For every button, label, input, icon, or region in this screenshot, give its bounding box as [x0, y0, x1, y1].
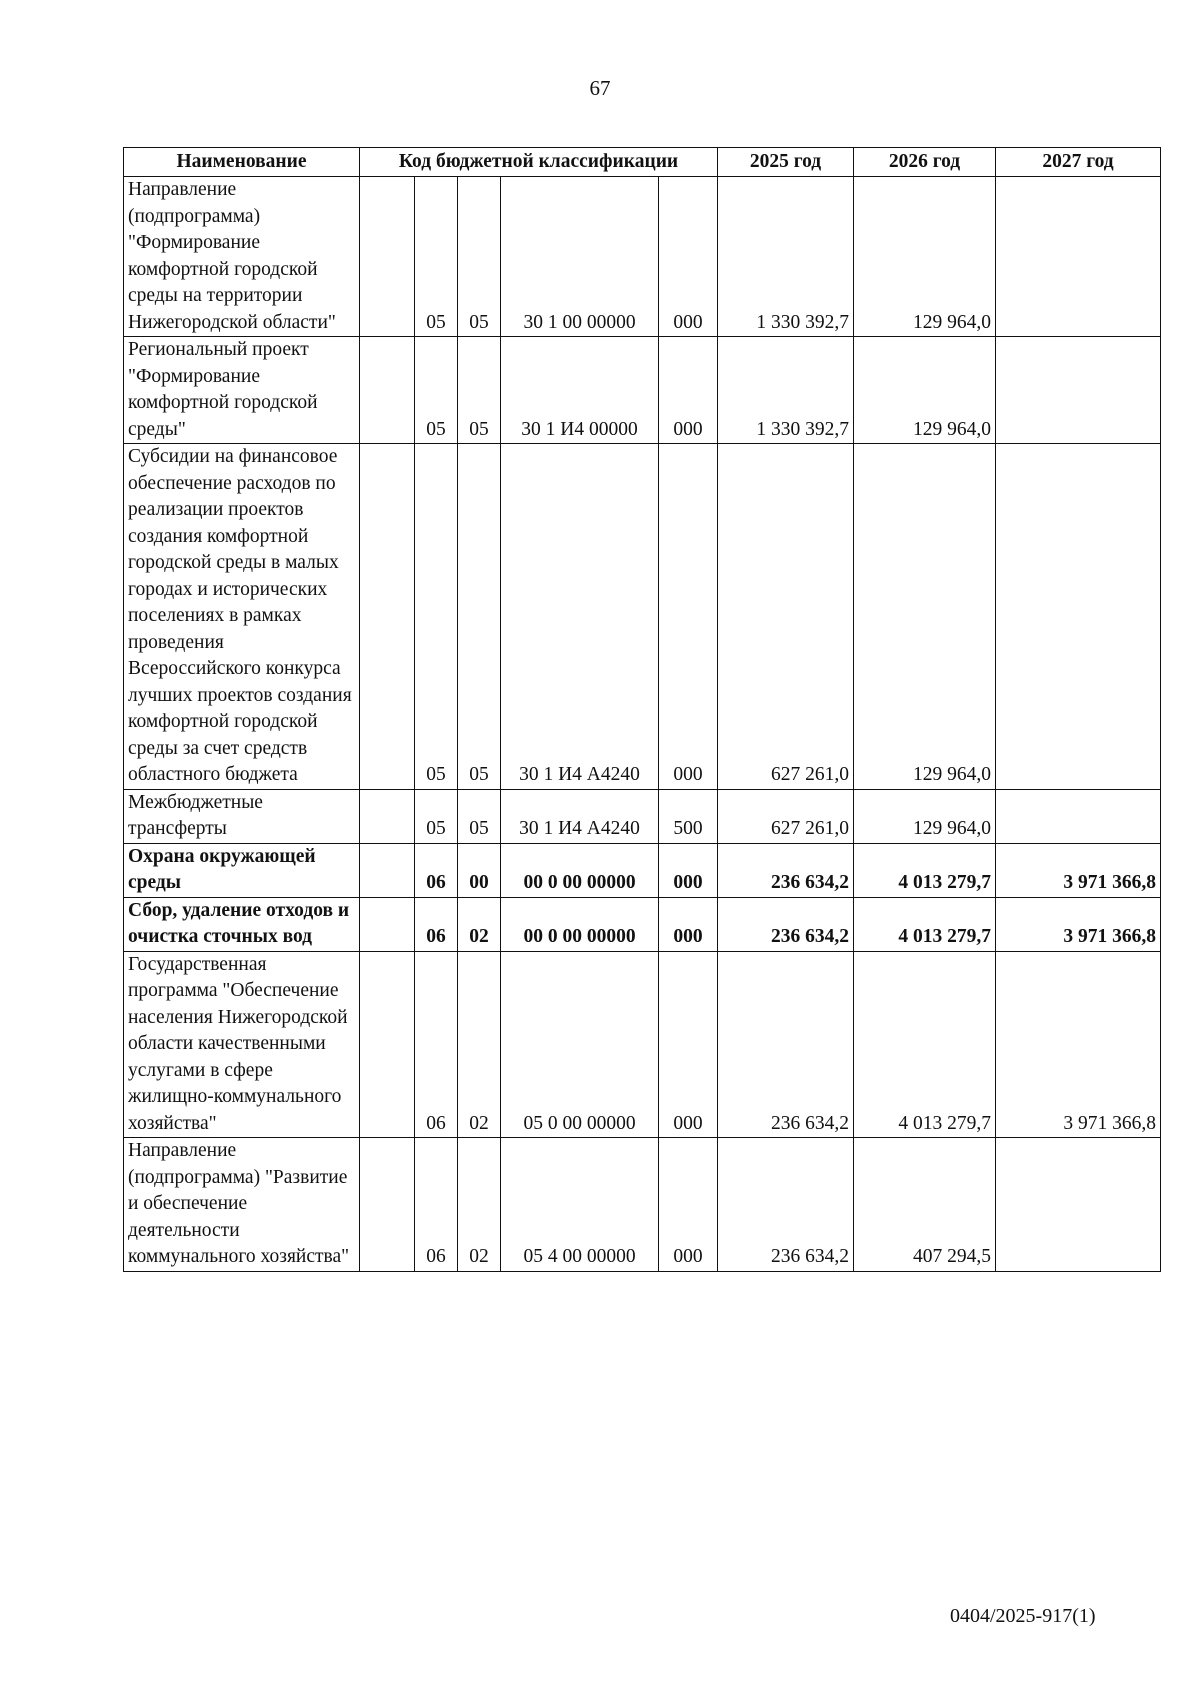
row-code-expense-type: 000 — [659, 177, 718, 337]
row-value-2026: 129 964,0 — [854, 337, 996, 444]
row-code-subsection: 02 — [458, 951, 501, 1138]
header-name: Наименование — [124, 148, 360, 177]
row-code-empty — [360, 843, 415, 897]
row-code-target: 05 0 00 00000 — [501, 951, 659, 1138]
row-code-section: 06 — [415, 843, 458, 897]
row-name: Государственная программа "Обеспечение населения Нижегородской области качественными услугами в сфере жилищно-коммунального хозяйства" — [124, 951, 360, 1138]
table-row — [124, 1138, 1161, 1272]
row-name: Субсидии на финансовое обеспечение расходов по реализации проектов создания комфортной городской среды в малых городах и исторических поселениях в рамках проведения Всероссийского конкурса лучших проектов создания комфортной городской среды за счет средств областного бюджета — [124, 444, 360, 790]
table-row — [124, 444, 1161, 790]
row-code-section: 06 — [415, 1138, 458, 1272]
row-value-2025: 1 330 392,7 — [718, 177, 854, 337]
row-code-expense-type: 000 — [659, 951, 718, 1138]
row-value-2027: 3 971 366,8 — [996, 897, 1161, 951]
row-value-2025: 627 261,0 — [718, 789, 854, 843]
row-code-target: 30 1 И4 А4240 — [501, 444, 659, 790]
row-name: Межбюджетные трансферты — [124, 789, 360, 843]
row-value-2026: 4 013 279,7 — [854, 897, 996, 951]
row-value-2027 — [996, 337, 1161, 444]
row-code-empty — [360, 951, 415, 1138]
table-row — [124, 177, 1161, 337]
row-value-2026: 4 013 279,7 — [854, 843, 996, 897]
header-2026: 2026 год — [854, 148, 996, 177]
row-code-expense-type: 000 — [659, 337, 718, 444]
row-name: Сбор, удаление отходов и очистка сточных вод — [124, 897, 360, 951]
row-name: Охрана окружающей среды — [124, 843, 360, 897]
document-code: 0404/2025-917(1) — [950, 1605, 1096, 1627]
table-body — [124, 177, 1161, 1272]
row-value-2025: 236 634,2 — [718, 951, 854, 1138]
row-code-empty — [360, 897, 415, 951]
row-name: Региональный проект "Формирование комфортной городской среды" — [124, 337, 360, 444]
row-value-2025: 1 330 392,7 — [718, 337, 854, 444]
row-name: Направление (подпрограмма) "Развитие и обеспечение деятельности коммунального хозяйства" — [124, 1138, 360, 1272]
row-value-2026: 129 964,0 — [854, 789, 996, 843]
row-code-empty — [360, 177, 415, 337]
row-code-expense-type: 000 — [659, 1138, 718, 1272]
row-code-expense-type: 000 — [659, 444, 718, 790]
row-code-target: 05 4 00 00000 — [501, 1138, 659, 1272]
row-value-2026: 129 964,0 — [854, 177, 996, 337]
row-code-target: 30 1 00 00000 — [501, 177, 659, 337]
header-2025: 2025 год — [718, 148, 854, 177]
row-value-2025: 627 261,0 — [718, 444, 854, 790]
table-header-row — [124, 148, 1161, 177]
row-code-target: 00 0 00 00000 — [501, 843, 659, 897]
row-code-expense-type: 500 — [659, 789, 718, 843]
row-code-section: 06 — [415, 897, 458, 951]
row-value-2027 — [996, 444, 1161, 790]
table-row — [124, 789, 1161, 843]
row-code-empty — [360, 789, 415, 843]
row-value-2027: 3 971 366,8 — [996, 843, 1161, 897]
row-value-2027: 3 971 366,8 — [996, 951, 1161, 1138]
row-code-subsection: 05 — [458, 177, 501, 337]
row-code-empty — [360, 1138, 415, 1272]
table-row — [124, 337, 1161, 444]
header-code: Код бюджетной классификации — [360, 148, 718, 177]
row-code-subsection: 00 — [458, 843, 501, 897]
row-code-subsection: 05 — [458, 789, 501, 843]
row-code-target: 30 1 И4 00000 — [501, 337, 659, 444]
row-code-target: 30 1 И4 А4240 — [501, 789, 659, 843]
row-code-empty — [360, 337, 415, 444]
row-value-2026: 407 294,5 — [854, 1138, 996, 1272]
row-value-2025: 236 634,2 — [718, 843, 854, 897]
row-code-subsection: 02 — [458, 1138, 501, 1272]
row-code-subsection: 05 — [458, 337, 501, 444]
row-code-section: 05 — [415, 177, 458, 337]
row-value-2025: 236 634,2 — [718, 1138, 854, 1272]
row-code-section: 06 — [415, 951, 458, 1138]
row-value-2025: 236 634,2 — [718, 897, 854, 951]
row-code-subsection: 02 — [458, 897, 501, 951]
table-row — [124, 951, 1161, 1138]
row-code-expense-type: 000 — [659, 843, 718, 897]
row-value-2027 — [996, 177, 1161, 337]
row-value-2027 — [996, 789, 1161, 843]
row-code-section: 05 — [415, 789, 458, 843]
table-row — [124, 897, 1161, 951]
header-2027: 2027 год — [996, 148, 1161, 177]
row-value-2026: 4 013 279,7 — [854, 951, 996, 1138]
budget-table — [123, 147, 1161, 1272]
row-code-section: 05 — [415, 337, 458, 444]
row-name: Направление (подпрограмма) "Формирование комфортной городской среды на территории Нижегородской области" — [124, 177, 360, 337]
table-row — [124, 843, 1161, 897]
row-value-2027 — [996, 1138, 1161, 1272]
row-code-subsection: 05 — [458, 444, 501, 790]
row-code-target: 00 0 00 00000 — [501, 897, 659, 951]
row-code-section: 05 — [415, 444, 458, 790]
row-code-empty — [360, 444, 415, 790]
page-number: 67 — [589, 76, 611, 100]
row-code-expense-type: 000 — [659, 897, 718, 951]
row-value-2026: 129 964,0 — [854, 444, 996, 790]
